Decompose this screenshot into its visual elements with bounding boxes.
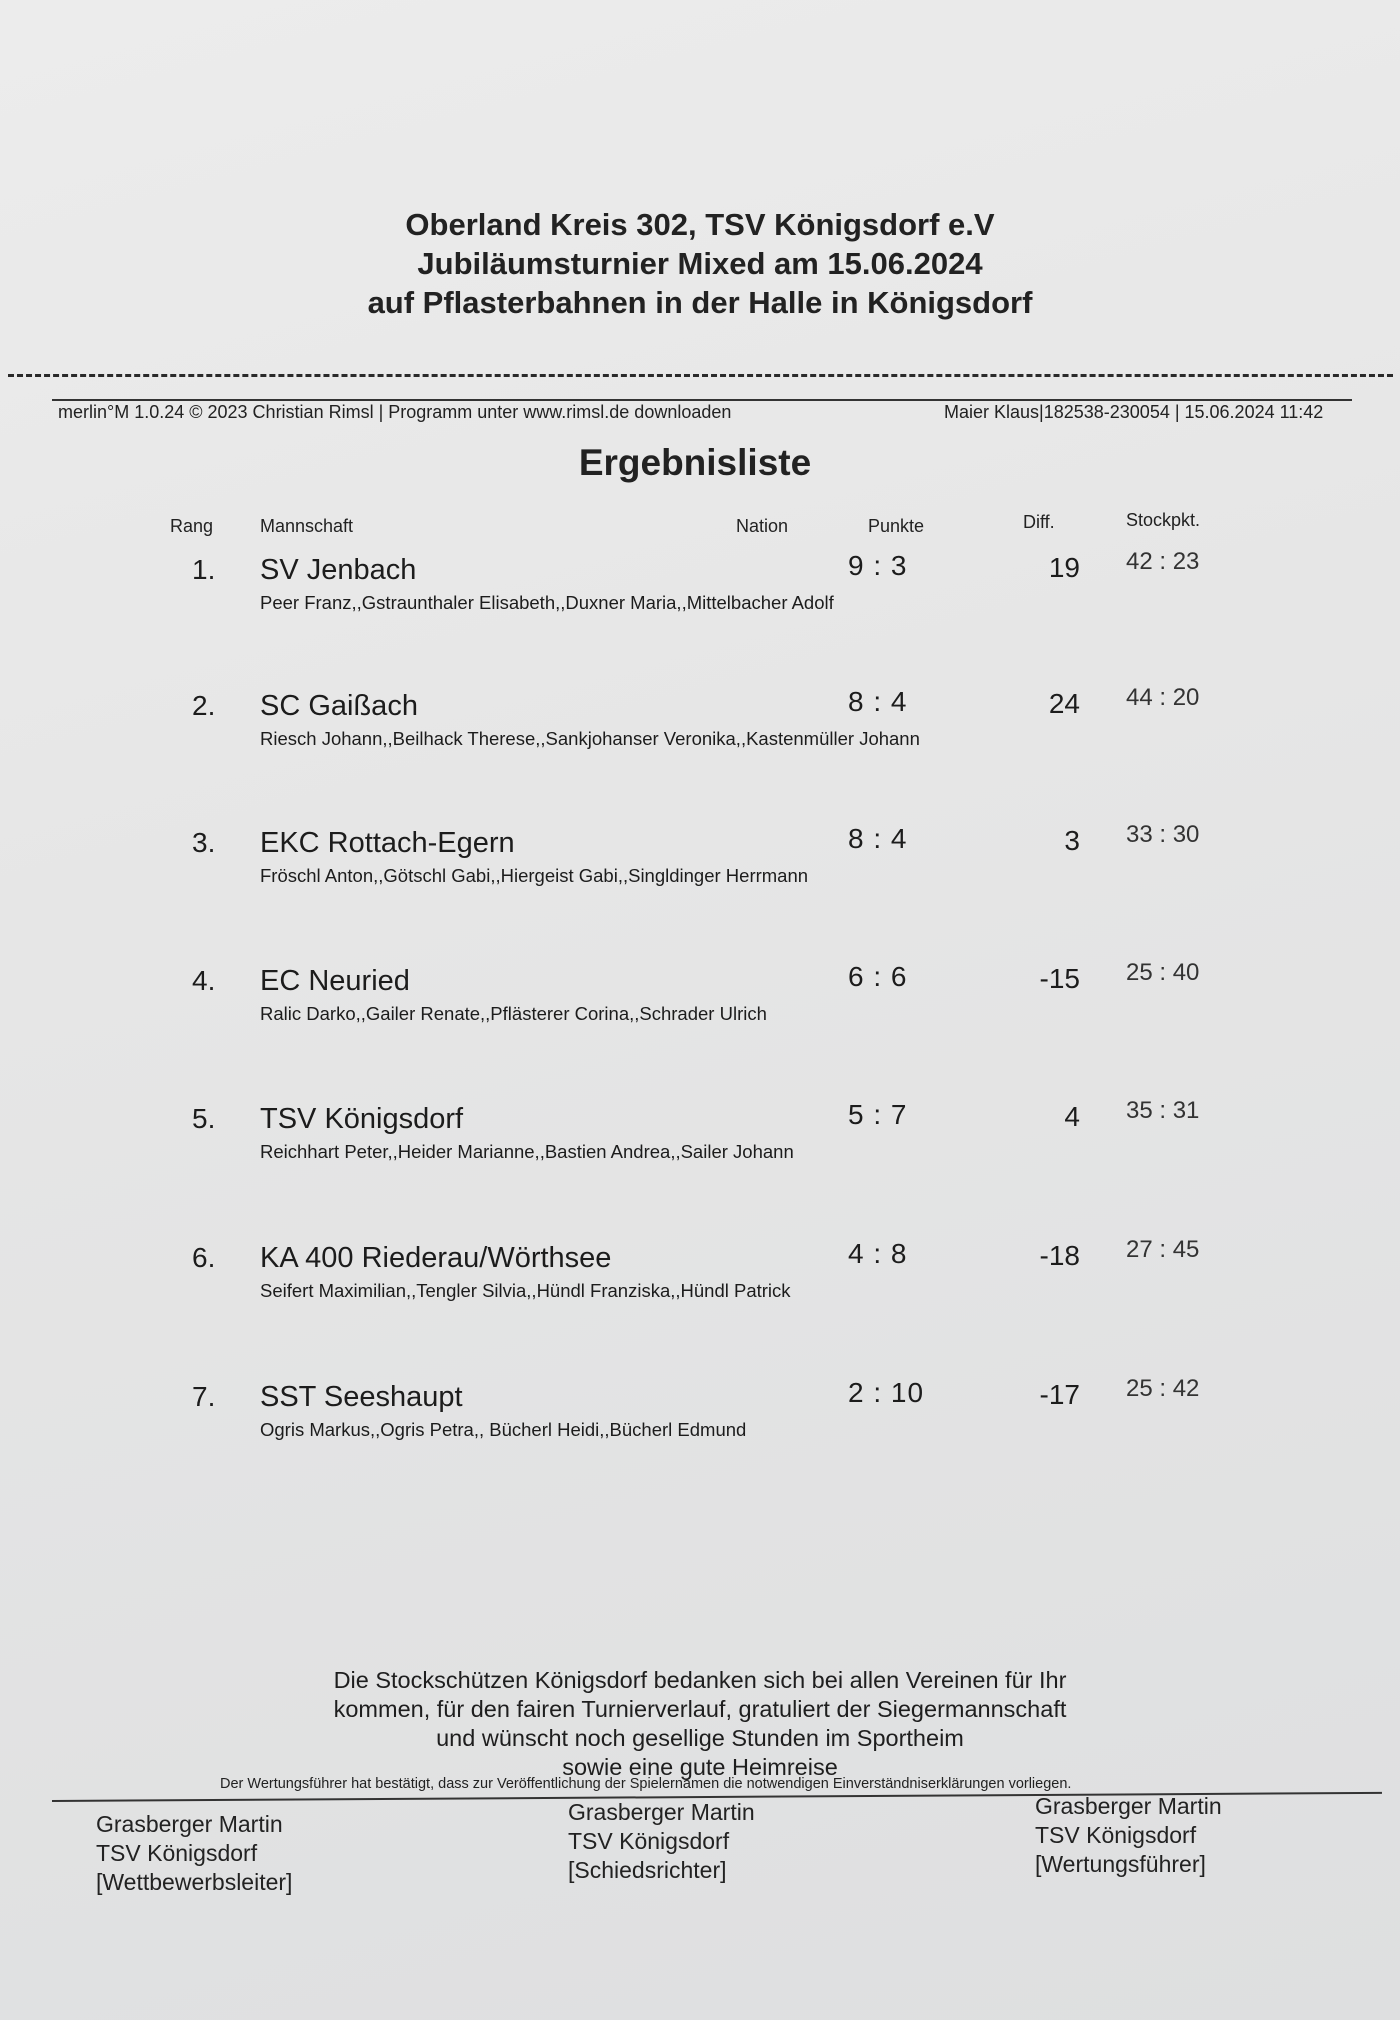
- result-players: Peer Franz,,Gstraunthaler Elisabeth,,Duxner Maria,,Mittelbacher Adolf: [260, 592, 834, 613]
- header-line-2: Jubiläumsturnier Mixed am 15.06.2024: [417, 246, 983, 281]
- result-diff: -17: [1039, 1379, 1080, 1410]
- closing-line-1: Die Stockschützen Königsdorf bedanken sich bei allen Vereinen für Ihr: [333, 1667, 1067, 1693]
- result-team: KA 400 Riederau/Wörthsee: [260, 1242, 612, 1274]
- result-diff: -15: [1039, 963, 1080, 994]
- signature-name: Grasberger Martin: [96, 1811, 283, 1837]
- closing-line-2: kommen, für den fairen Turnierverlauf, gratuliert der Siegermannschaft: [333, 1696, 1067, 1722]
- result-row: [0, 1089, 1400, 1169]
- consent-disclaimer: Der Wertungsführer hat bestätigt, dass zur Veröffentlichung der Spielernamen die notwendigen Einverständniserklärungen vorliegen.: [220, 1776, 1072, 1792]
- result-team: SC Gaißach: [260, 690, 418, 722]
- result-points: 6 : 6: [848, 961, 908, 992]
- signature-role: [Wettbewerbsleiter]: [96, 1869, 293, 1895]
- result-rank: 7.: [192, 1381, 216, 1412]
- result-stockpoints: 25 : 42: [1126, 1375, 1200, 1402]
- column-header-diff: Diff.: [1023, 512, 1055, 532]
- result-team: TSV Königsdorf: [260, 1103, 464, 1135]
- closing-message: [250, 1666, 1150, 1782]
- result-diff: 24: [1048, 688, 1080, 719]
- result-team: EC Neuried: [260, 965, 410, 997]
- result-players: Ogris Markus,,Ogris Petra,, Bücherl Heidi,,Bücherl Edmund: [260, 1419, 747, 1440]
- result-stockpoints: 44 : 20: [1126, 684, 1200, 711]
- result-rank: 1.: [192, 554, 216, 585]
- document-header: [0, 205, 1400, 322]
- signature-club: TSV Königsdorf: [1035, 1822, 1197, 1848]
- result-row: [0, 1228, 1400, 1308]
- signature-name: Grasberger Martin: [568, 1799, 755, 1825]
- result-points: 8 : 4: [848, 686, 908, 717]
- signature-block-scorekeeper: [1035, 1792, 1222, 1879]
- column-header-rank: Rang: [170, 516, 214, 536]
- result-rank: 6.: [192, 1242, 216, 1273]
- result-rank: 5.: [192, 1103, 216, 1134]
- result-stockpoints: 33 : 30: [1126, 821, 1200, 848]
- header-line-3: auf Pflasterbahnen in der Halle in Königsdorf: [367, 285, 1033, 320]
- result-players: Seifert Maximilian,,Tengler Silvia,,Hündl Franziska,,Hündl Patrick: [260, 1280, 791, 1301]
- result-diff: 3: [1064, 825, 1080, 856]
- operator-info: Maier Klaus|182538-230054 | 15.06.2024 11:42: [944, 402, 1324, 422]
- signature-name: Grasberger Martin: [1035, 1793, 1222, 1819]
- result-diff: -18: [1039, 1240, 1080, 1271]
- result-row: [0, 676, 1400, 756]
- result-players: Reichhart Peter,,Heider Marianne,,Bastien Andrea,,Sailer Johann: [260, 1141, 794, 1162]
- result-players: Ralic Darko,,Gailer Renate,,Pflästerer Corina,,Schrader Ulrich: [260, 1003, 767, 1024]
- closing-line-4: sowie eine gute Heimreise: [562, 1754, 838, 1780]
- result-stockpoints: 27 : 45: [1126, 1236, 1200, 1263]
- software-info: merlin°M 1.0.24 © 2023 Christian Rimsl | Programm unter www.rimsl.de downloaden: [58, 402, 732, 422]
- result-points: 9 : 3: [848, 550, 908, 581]
- column-header-stock: Stockpkt.: [1126, 510, 1201, 530]
- column-header-points: Punkte: [868, 516, 925, 536]
- result-players: Riesch Johann,,Beilhack Therese,,Sankjohanser Veronika,,Kastenmüller Johann: [260, 728, 920, 749]
- signature-club: TSV Königsdorf: [568, 1828, 730, 1854]
- result-stockpoints: 25 : 40: [1126, 959, 1200, 986]
- result-points: 2 : 10: [848, 1377, 925, 1408]
- result-points: 4 : 8: [848, 1238, 908, 1269]
- result-players: Fröschl Anton,,Götschl Gabi,,Hiergeist Gabi,,Singldinger Herrmann: [260, 865, 809, 886]
- result-stockpoints: 42 : 23: [1126, 548, 1200, 575]
- signature-role: [Wertungsführer]: [1035, 1851, 1206, 1877]
- result-rank: 2.: [192, 690, 216, 721]
- result-row: [0, 813, 1400, 893]
- result-diff: 4: [1064, 1101, 1080, 1132]
- signature-block-referee: [568, 1798, 755, 1885]
- result-points: 5 : 7: [848, 1099, 908, 1130]
- column-header-nation: Nation: [736, 516, 789, 536]
- dashed-divider: [8, 374, 1393, 377]
- result-team: EKC Rottach-Egern: [260, 827, 515, 859]
- result-team: SST Seeshaupt: [260, 1381, 463, 1413]
- result-row: [0, 951, 1400, 1031]
- header-line-1: Oberland Kreis 302, TSV Königsdorf e.V: [405, 207, 995, 242]
- signature-club: TSV Königsdorf: [96, 1840, 258, 1866]
- result-team: SV Jenbach: [260, 554, 417, 586]
- result-stockpoints: 35 : 31: [1126, 1097, 1200, 1124]
- result-row: [0, 1367, 1400, 1447]
- result-rank: 3.: [192, 827, 216, 858]
- result-points: 8 : 4: [848, 823, 908, 854]
- closing-line-3: und wünscht noch gesellige Stunden im Sportheim: [436, 1725, 964, 1751]
- result-row: [0, 540, 1400, 620]
- result-diff: 19: [1048, 552, 1080, 583]
- solid-divider: [52, 399, 1352, 401]
- result-rank: 4.: [192, 965, 216, 996]
- signature-role: [Schiedsrichter]: [568, 1857, 727, 1883]
- signature-block-competition-lead: [96, 1810, 292, 1897]
- column-header-team: Mannschaft: [260, 516, 354, 536]
- page-title: Ergebnisliste: [578, 442, 812, 483]
